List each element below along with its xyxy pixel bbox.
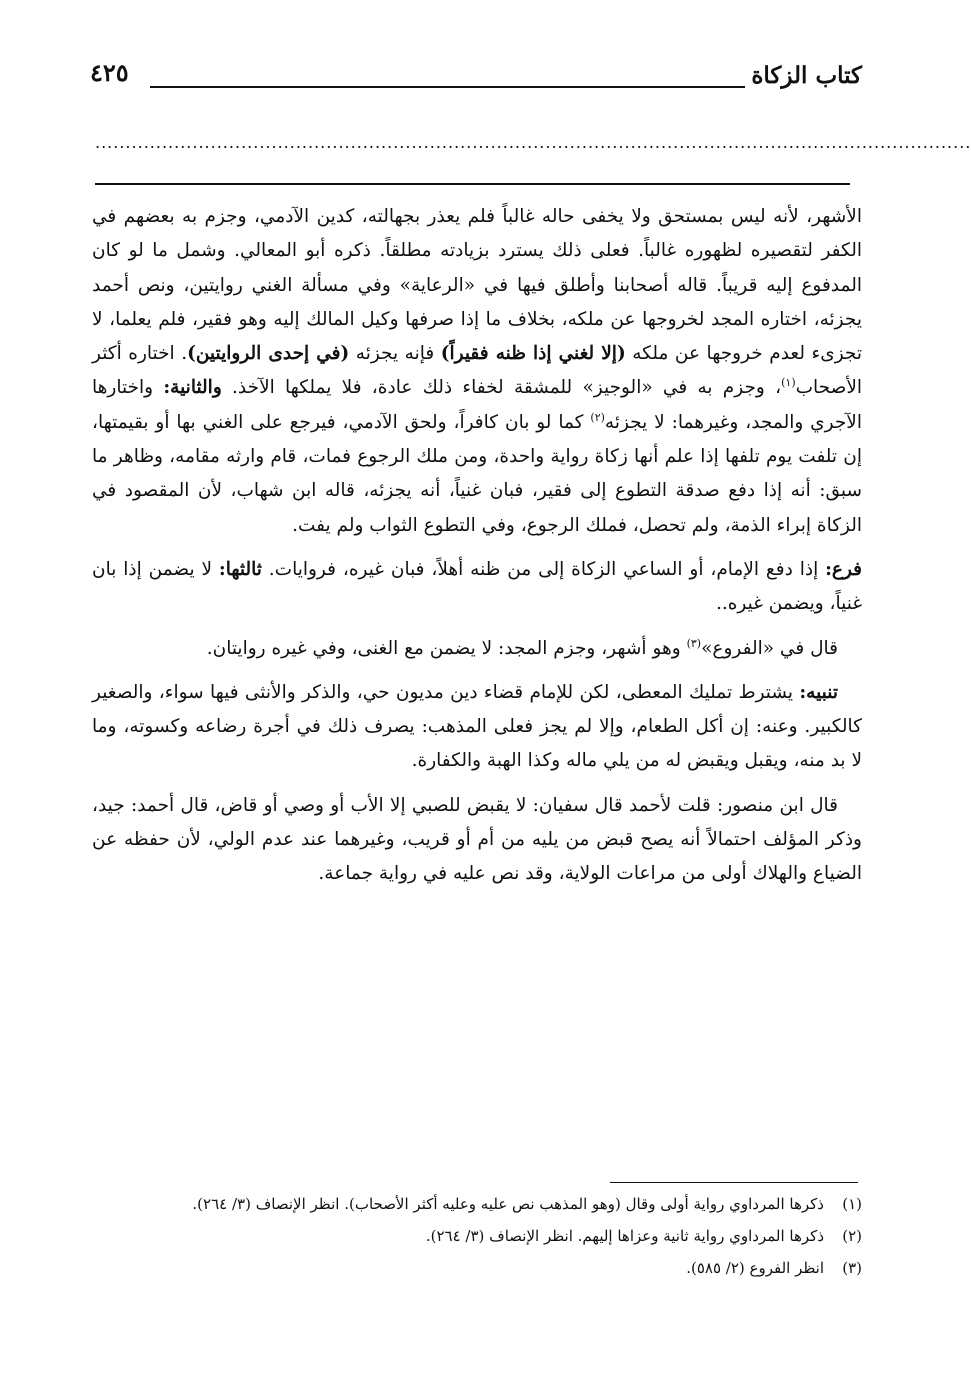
dotted-separator: ................................................................................................................................................ [95, 133, 971, 152]
bold-term: ثالثها: [218, 558, 262, 580]
footnote [92, 1190, 862, 1218]
paragraph [92, 200, 862, 543]
footnote-ref: (٢) [590, 410, 605, 424]
footnote-number: (١) [842, 1195, 862, 1213]
text-run: فإنه يجزئه [349, 343, 441, 365]
footnote-ref: (١) [781, 376, 796, 390]
text-run: قال ابن منصور: قلت لأحمد قال سفيان: لا يقبض للصبي إلا الأب أو وصي أو قاض، قال أحمد: جيد، وذكر المؤلف احتمالاً أنه يصح قبض من يليه من أم أو قريب، وغيرهما عند عدم الولي، لأن حفظه عن الضياع والهلاك أولى من مراعات الولاية، وقد نص عليه في رواية جماعة. [92, 794, 862, 885]
footnote-ref: (٣) [686, 636, 702, 650]
footnote-rule [610, 1182, 858, 1183]
footnotes [92, 1190, 862, 1286]
text-run: ، وجزم به في «الوجيز» للمشقة لخفاء ذلك عادة، فلا يملكها الآخذ. [221, 377, 782, 399]
footnote-number: (٢) [842, 1227, 862, 1245]
text-run: يشترط تمليك المعطى، لكن للإمام قضاء دين مديون حي، والذكر والأنثى فيها سواء، والصغير كالكبير. وعنه: إن أكل الطعام، وإلا لم يجز فعلى المذهب: يصرف ذلك في أجرة رضاعه وكسوته، وما لا بد منه، ويقبل ويقبض له من يلي ماله وكذا الهبة والكفارة. [92, 681, 862, 772]
running-header-title: كتاب الزكاة [751, 62, 862, 89]
footnote [92, 1254, 862, 1282]
footnote [92, 1222, 862, 1250]
bold-term: والثانية: [163, 377, 222, 399]
page-number: ٤٢٥ [90, 58, 129, 87]
footnote-number: (٣) [842, 1259, 862, 1277]
main-text [92, 200, 862, 892]
text-run: لا يضمن إذا بان غنياً، ويضمن غيره.. [92, 558, 862, 615]
text-run: وهو أشهر، وجزم المجد: لا يضمن مع الغنى، وفي غيره روايتان. [206, 637, 687, 659]
paragraph [92, 676, 862, 779]
text-run: . اختاره أكثر الأصحاب [92, 343, 863, 399]
text-run: إذا دفع الإمام، أو الساعي الزكاة إلى من ظنه أهلاً، فبان غيره، فروايات. [261, 558, 826, 580]
bold-term: فرع: [825, 558, 863, 580]
footnote-text: ذكرها المرداوي رواية ثانية وعزاها إليهم. انظر الإنصاف (٣/ ٢٦٤). [425, 1227, 824, 1245]
paragraph [92, 632, 862, 666]
text-run: قال في «الفروع» [701, 637, 838, 659]
text-run: واختارها الآجري والمجد، وغيرهما: لا يجزئه [92, 377, 862, 433]
paragraph [92, 789, 862, 892]
bold-term: تنبيه: [799, 681, 838, 703]
bold-term: (إلا لغني إذا ظنه فقيراً) [440, 343, 626, 365]
footnote-text: انظر الفروع (٢/ ٥٨٥). [686, 1259, 824, 1277]
bold-term: (في إحدى الروايتين) [187, 343, 350, 365]
paragraph [92, 553, 862, 622]
text-run: كما لو بان كافراً، ولحق الآدمي، فيرجع على الغني بها أو بقيمتها، إن تلفت يوم تلفها إذا علم أنها زكاة رواية واحدة، ومن ملك الرجوع فمات، قام وارثه مقامه، وظاهر ما سبق: أنه إذا دفع صدقة التطوع إلى فقير، فبان غنياً، أنه يجزئه، قاله ابن شهاب، لأن المقصود في الزكاة إبراء الذمة، ولم تحصل، فملك الرجوع، وفي التطوع الثواب ولم يفت. [92, 411, 862, 536]
footnote-text: ذكرها المرداوي رواية أولى وقال (وهو المذهب نص عليه وعليه أكثر الأصحاب). انظر الإنصاف (٣/ ٢٦٤). [192, 1195, 824, 1213]
text-run: الأشهر، لأنه ليس بمستحق ولا يخفى حاله غالباً فلم يعذر بجهالته، كدين الآدمي، وجزم به بعضهم في الكفر لتقصيره لظهوره غالباً. فعلى ذلك يسترد بزيادته مطلقاً. ذكره أبو المعالي. وشمل ما لو كان المدفوع إليه قريباً. قاله أصحابنا وأطلق فيها في «الرعاية» وفي مسألة الغني روايتين، ونص أحمد يجزئه، اختاره المجد لخروجها عن ملكه، بخلاف ما إذا صرفها وكيل المالك إليه وهو فقير، فلم يعلما، لا تجزىء لعدم خروجها عن ملكه [92, 206, 862, 365]
header-rule [150, 86, 745, 88]
text-top-rule [95, 183, 850, 185]
